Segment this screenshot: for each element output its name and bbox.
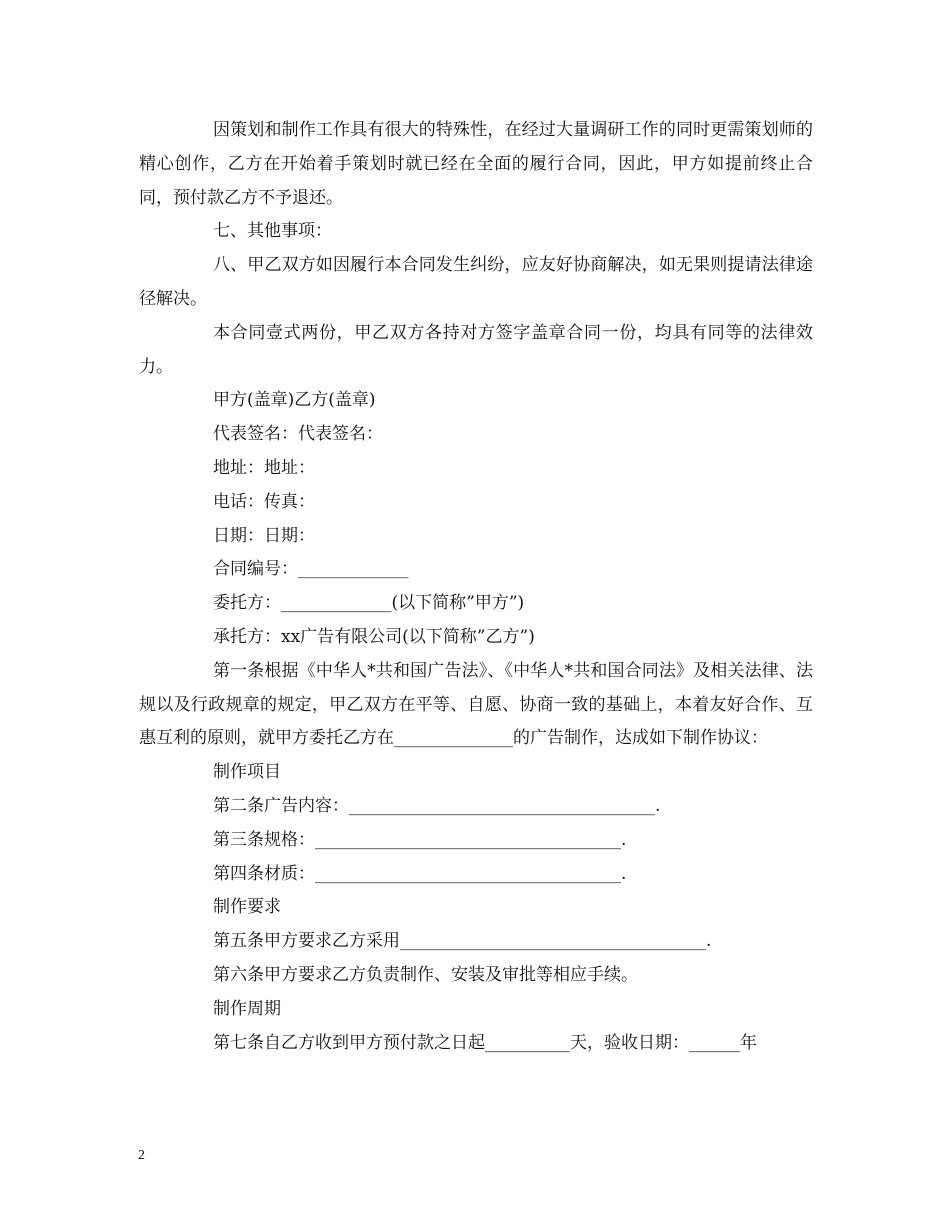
page-number: 2 bbox=[138, 1148, 145, 1163]
contract-number-line: 合同编号：_____________ bbox=[213, 559, 409, 580]
paragraph-copies-validity: 本合同壹式两份，甲乙双方各持对方签字盖章合同一份，均具有同等的法律效力。 bbox=[139, 322, 813, 377]
article-3-specification: 第三条规格：____________________________________. bbox=[213, 829, 627, 850]
signature-line-seals: 甲方(盖章)乙方(盖章) bbox=[213, 390, 376, 411]
paragraph-section-8-disputes: 八、甲乙双方如因履行本合同发生纠纷，应友好协商解决，如无果则提请法律途径解决。 bbox=[139, 255, 813, 309]
article-2-ad-content: 第二条广告内容：____________________________________. bbox=[213, 795, 661, 816]
heading-production-requirements: 制作要求 bbox=[213, 897, 281, 918]
article-4-material: 第四条材质：____________________________________. bbox=[213, 863, 627, 884]
article-1-paragraph: 第一条根据《中华人*共和国广告法》、《中华人*共和国合同法》及相关法律、法规以及行政规章的规定，甲乙双方在平等、自愿、协商一致的基础上，本着友好合作、互惠互利的原则，就甲方委托乙方在______________的广告制作，达成如下制作协议： bbox=[139, 660, 813, 749]
heading-production-items: 制作项目 bbox=[213, 762, 281, 783]
signature-line-phone-fax: 电话：传真： bbox=[213, 491, 315, 512]
signature-line-addresses: 地址：地址： bbox=[213, 457, 315, 478]
paragraph-section-7-heading: 七、其他事项： bbox=[213, 221, 332, 242]
signature-line-dates: 日期：日期： bbox=[213, 525, 315, 546]
document-body bbox=[139, 114, 813, 1060]
contractor-party-line: 承托方：xx广告有限公司(以下简称”乙方”) bbox=[213, 626, 535, 647]
article-6-procedures: 第六条甲方要求乙方负责制作、安装及审批等相应手续。 bbox=[213, 964, 638, 985]
heading-production-period: 制作周期 bbox=[213, 998, 281, 1019]
client-party-line: 委托方：_____________(以下简称”甲方”) bbox=[213, 593, 525, 614]
article-5-method: 第五条甲方要求乙方采用____________________________________. bbox=[213, 931, 712, 952]
signature-line-representatives: 代表签名：代表签名： bbox=[213, 424, 383, 445]
paragraph-early-termination: 因策划和制作工作具有很大的特殊性，在经过大量调研工作的同时更需策划师的精心创作，乙方在开始着手策划时就已经在全面的履行合同，因此，甲方如提前终止合同，预付款乙方不予退还。 bbox=[139, 120, 813, 208]
article-7-period: 第七条自乙方收到甲方预付款之日起__________天，验收日期：______年 bbox=[213, 1032, 757, 1053]
